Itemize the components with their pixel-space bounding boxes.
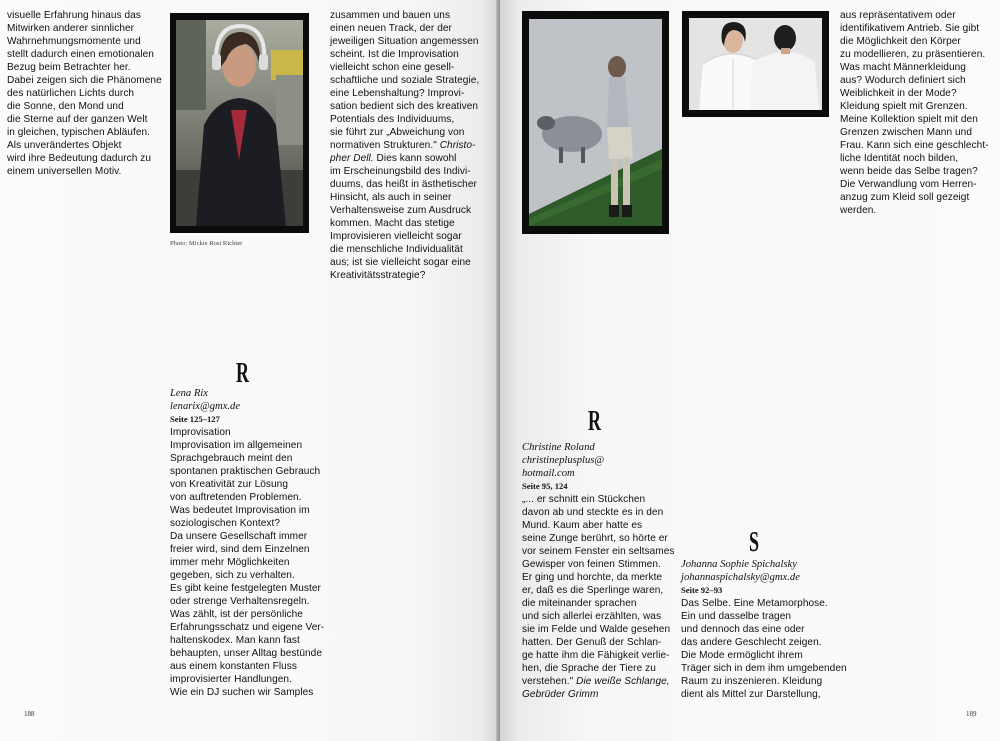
text-line: dient als Mittel zur Darstellung, <box>681 689 821 700</box>
text-line: einem universellen Motiv. <box>7 166 122 177</box>
text-column-improvisation-lines <box>330 9 479 282</box>
source-author: Gebrüder Grimm <box>522 689 599 700</box>
text-line: Erfahrungsschatz und eigene Ver- <box>170 622 325 633</box>
text-line: Die Verwandlung vom Herren- <box>840 179 977 190</box>
text-line: Mund. Kaum aber hatte es <box>522 520 643 531</box>
entry-body <box>170 426 324 699</box>
text-line: Die Mode ermöglicht ihrem <box>681 650 803 661</box>
text-line: Was macht Männerkleidung <box>840 62 966 73</box>
text-line: Träger sich in dem ihm umgebenden <box>681 663 847 674</box>
text-line: Sprachgebrauch meint den <box>170 453 293 464</box>
text-line: Improvisieren vielleicht sogar <box>330 231 462 242</box>
text-line: stellt dadurch einen emotionalen <box>7 49 154 60</box>
page-number-left: 188 <box>24 710 35 718</box>
text-line: sation bedient sich des kreativen <box>330 101 479 112</box>
photo-woman-headphones-image <box>176 20 303 226</box>
text-line: Kreativitätsstrategie? <box>330 270 426 281</box>
text-line: aus repräsentativem oder <box>840 10 956 21</box>
text-line: die menschliche Individualität <box>330 244 463 255</box>
photo-woman-with-sheep-image <box>529 19 662 226</box>
text-line: Was bedeutet Improvisation im <box>170 505 310 516</box>
text-line: „... er schnitt ein Stückchen <box>522 494 646 505</box>
text-line: Improvisation im allgemeinen <box>170 440 303 451</box>
photo-woman-headphones <box>170 13 309 233</box>
photo-two-models-image <box>689 18 822 110</box>
text-line: die miteinander sprachen <box>522 598 637 609</box>
text-line: und sich allerlei erzählten, was <box>522 611 662 622</box>
text-line: und dennoch das eine oder <box>681 624 805 635</box>
initial-letter-r-roland: R <box>588 405 601 437</box>
entry-christine-roland <box>522 441 675 701</box>
page-reference: Seite 92–93 <box>681 585 723 595</box>
text-line: Hinsicht, als auch in seiner <box>330 192 452 203</box>
text-line: soziologischen Kontext? <box>170 518 281 529</box>
text-line: aus; ist sie vielleicht sogar eine <box>330 257 471 268</box>
text-column-light <box>7 9 162 178</box>
text-line: aus einem konstanten Fluss <box>170 661 297 672</box>
text-line: Er ging und horchte, da merkte <box>522 572 663 583</box>
text-line: hatten. Der Genuß der Schlan- <box>522 637 662 648</box>
text-line: haltenskodex. Man kann fast <box>170 635 300 646</box>
text-line: wenn beide das Selbe tragen? <box>840 166 978 177</box>
text-line: kommen. Macht das stetige <box>330 218 455 229</box>
text-line: Da unsere Gesellschaft immer <box>170 531 308 542</box>
text-column-improvisation-cont <box>330 9 479 282</box>
text-line: Frau. Kann sich eine geschlecht- <box>840 140 989 151</box>
text-line: improvisierter Handlungen. <box>170 674 292 685</box>
text-line: Wie ein DJ suchen wir Samples <box>170 687 314 698</box>
text-line: Es gibt keine festgelegten Muster <box>170 583 321 594</box>
text-line: aus? Wodurch definiert sich <box>840 75 966 86</box>
text-line: die Sterne auf der ganzen Welt <box>7 114 148 125</box>
author-email-line1: christineplusplus@ <box>522 455 605 466</box>
text-line: liche Identität noch bilden, <box>840 153 959 164</box>
quote-end: verstehen." <box>522 676 574 687</box>
text-line: visuelle Erfahrung hinaus das <box>7 10 141 21</box>
text-column-fashion <box>840 9 989 217</box>
text-line: normativen Strukturen." Christo- <box>330 140 476 151</box>
text-line: davon ab und steckte es in den <box>522 507 664 518</box>
text-line: sie führt zur „Abweichung von <box>330 127 465 138</box>
text-line: vielleicht schon eine gesell- <box>330 62 455 73</box>
text-line: in gleichen, typischen Abläufen. <box>7 127 151 138</box>
text-line: eine Lebenshaltung? Improvi- <box>330 88 465 99</box>
citation-author-cont: pher Dell. <box>330 153 374 164</box>
text-line: Weiblichkeit in der Mode? <box>840 88 957 99</box>
entry-johanna-spichalsky <box>681 558 847 701</box>
text-line: Ein und dasselbe tragen <box>681 611 792 622</box>
text-line: behaupten, unser Alltag bestünde <box>170 648 323 659</box>
text-line: freier wird, sind dem Einzelnen <box>170 544 310 555</box>
text-line: identifikativem Antrieb. Sie gibt <box>840 23 980 34</box>
photo-woman-with-sheep <box>522 11 669 234</box>
text-line: Grenzen zwischen Mann und <box>840 127 972 138</box>
text-line: Meine Kollektion spielt mit den <box>840 114 978 125</box>
text-line: einen neuen Track, der der <box>330 23 452 34</box>
entry-lena-rix <box>170 387 324 699</box>
photo-two-models-white-shirts <box>682 11 829 117</box>
text-line: Kleidung spielt mit Grenzen. <box>840 101 968 112</box>
source-title: Die weiße Schlange, <box>576 676 670 687</box>
text-line: Das Selbe. Eine Metamorphose. <box>681 598 828 609</box>
text-line: von auftretenden Problemen. <box>170 492 302 503</box>
text-line: Dabei zeigen sich die Phänomene <box>7 75 162 86</box>
text-line: seine Zunge berührt, so hörte er <box>522 533 668 544</box>
author-name: Johanna Sophie Spichalsky <box>681 559 797 570</box>
citation-author: Christo- <box>436 140 476 151</box>
initial-letter-s: S <box>749 526 760 558</box>
text-line: Potentials des Individuums, <box>330 114 455 125</box>
text-line: zusammen und bauen uns <box>330 10 451 21</box>
page-reference: Seite 95, 124 <box>522 481 568 491</box>
author-email-line2: hotmail.com <box>522 468 575 479</box>
page-reference: Seite 125–127 <box>170 414 220 424</box>
text-line: jeweiligen Situation angemessen <box>330 36 479 47</box>
text-line: das andere Geschlecht zeigen. <box>681 637 822 648</box>
text-line: gegeben, sich zu verhalten. <box>170 570 295 581</box>
text-line: immer mehr Möglichkeiten <box>170 557 290 568</box>
text-line: Was zählt, ist der persönliche <box>170 609 303 620</box>
text-line: zu modellieren, zu präsentieren. <box>840 49 986 60</box>
text-line: pher Dell. Dies kann sowohl <box>330 153 457 164</box>
text-line: sie im Felde und Walde gesehen <box>522 624 671 635</box>
text-line: wird ihre Bedeutung dadurch zu <box>7 153 152 164</box>
text-line: die Möglichkeit den Körper <box>840 36 961 47</box>
entry-body <box>681 597 847 701</box>
text-line: Gewisper von feinen Stimmen. <box>522 559 661 570</box>
initial-letter-r: R <box>236 357 249 389</box>
text-line: Improvisation <box>170 427 231 438</box>
right-page <box>500 0 1000 741</box>
text-line: von Kreativität zur Lösung <box>170 479 289 490</box>
text-line: Verhaltensweise zum Ausdruck <box>330 205 472 216</box>
author-name: Christine Roland <box>522 442 595 453</box>
text-line: schaftliche und soziale Strategie, <box>330 75 480 86</box>
text-line: des natürlichen Lichts durch <box>7 88 135 99</box>
text-line: scheint. Ist die Improvisation <box>330 49 459 60</box>
text-line: spontanen praktischen Gebrauch <box>170 466 321 477</box>
text-line: Bezug beim Betrachter her. <box>7 62 131 73</box>
text-line: Raum zu inszenieren. Kleidung <box>681 676 823 687</box>
text-line: vor seinem Fenster ein seltsames <box>522 546 675 557</box>
text-line: ge hatte ihm die Fähigkeit verlie- <box>522 650 670 661</box>
text-line: Wahrnehmungsmomente und <box>7 36 141 47</box>
entry-body-end <box>522 675 675 701</box>
entry-body <box>522 493 675 675</box>
text-line: im Erscheinungsbild des Indivi- <box>330 166 471 177</box>
author-name: Lena Rix <box>170 388 208 399</box>
text-line: duums, das heißt in ästhetischer <box>330 179 477 190</box>
author-email: johannaspichalsky@gmx.de <box>681 572 800 583</box>
author-email: lenarix@gmx.de <box>170 401 241 412</box>
photo-caption: Photo: Mickie Rosi Richter <box>170 240 243 247</box>
text-line: Mitwirken anderer sinnlicher <box>7 23 135 34</box>
text-line: hen, die Sprache der Tiere zu <box>522 663 656 674</box>
text-line: oder strenge Verhaltensregeln. <box>170 596 310 607</box>
text-line: Als unverändertes Objekt <box>7 140 122 151</box>
text-line: anzug zum Kleid soll gezeigt <box>840 192 970 203</box>
text-line: er, daß es die Sperlinge waren, <box>522 585 664 596</box>
text-line: werden. <box>840 205 877 216</box>
text-line: die Sonne, den Mond und <box>7 101 124 112</box>
page-number-right: 189 <box>966 710 977 718</box>
